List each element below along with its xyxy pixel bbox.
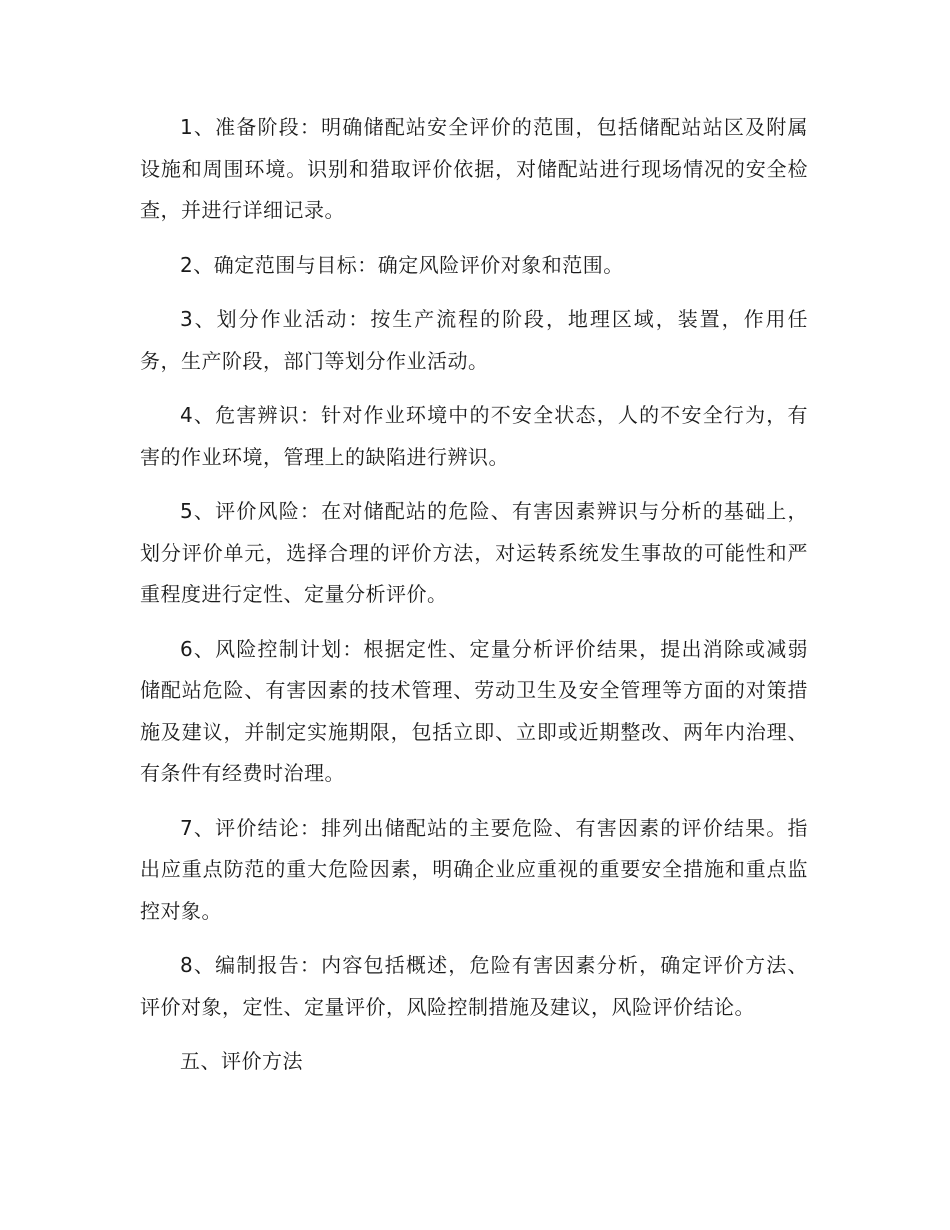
- paragraph-5-risk-evaluation: 5、评价风险：在对储配站的危险、有害因素辨识与分析的基础上，划分评价单元，选择合理的评价方法，对运转系统发生事故的可能性和严重程度进行定性、定量分析评价。: [140, 499, 808, 606]
- section-heading: 五、评价方法: [180, 1049, 303, 1073]
- paragraph-2-scope: 2、确定范围与目标：确定风险评价对象和范围。: [180, 252, 624, 277]
- paragraph-3-activities: 3、划分作业活动：按生产流程的阶段，地理区域，装置，作用任务，生产阶段，部门等划分作业活动。: [140, 307, 808, 373]
- paragraph-6-risk-control: 6、风险控制计划：根据定性、定量分析评价结果，提出消除或减弱储配站危险、有害因素的技术管理、劳动卫生及安全管理等方面的对策措施及建议，并制定实施期限，包括立即、立即或近期整改、两年内治理、有条件有经费时治理。: [140, 636, 808, 785]
- paragraph-7-conclusion: 7、评价结论：排列出储配站的主要危险、有害因素的评价结果。指出应重点防范的重大危险因素，明确企业应重视的重要安全措施和重点监控对象。: [140, 815, 808, 923]
- document-body: [140, 107, 808, 1083]
- paragraph-1-preparation: 1、准备阶段：明确储配站安全评价的范围，包括储配站站区及附属设施和周围环境。识别和猎取评价依据，对储配站进行现场情况的安全检查，并进行详细记录。: [140, 115, 808, 222]
- paragraph-4-hazard-identification: 4、危害辨识：针对作业环境中的不安全状态，人的不安全行为，有害的作业环境，管理上的缺陷进行辨识。: [140, 403, 808, 469]
- paragraph-8-report: 8、编制报告：内容包括概述，危险有害因素分析，确定评价方法、评价对象，定性、定量评价，风险控制措施及建议，风险评价结论。: [140, 953, 808, 1019]
